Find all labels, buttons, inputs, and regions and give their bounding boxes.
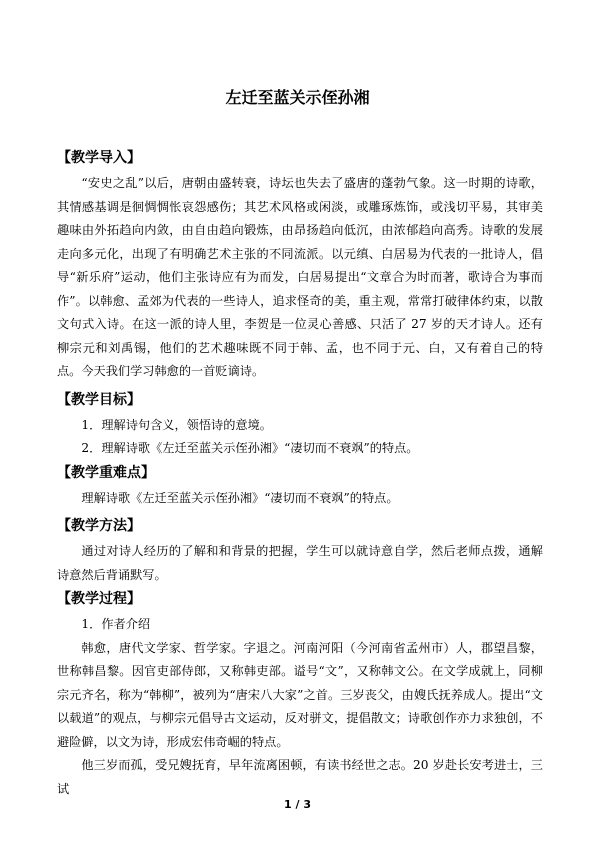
document-title: 左迁至蓝关示侄孙湘 bbox=[225, 88, 370, 107]
goal-item: 1．理解诗句含义，领悟诗的意境。 bbox=[81, 417, 272, 432]
intro-paragraph: “安史之乱”以后，唐朝由盛转衰，诗坛也失去了盛唐的蓬勃气象。这一时期的诗歌，其情感基调是徊惆惆怅哀怨感伤；其艺术风格或闲淡，或雕琢炼饰，或浅切平易，其审美趣味由外拓趋向内敛，由自由趋向锻炼，由昂扬趋向低沉，由浓郁趋向高秀。诗歌的发展走向多元化，出现了有明确艺术主张的不同流派。以元缜、白居易为代表的一批诗人，倡导“新乐府”运动，他们主张诗应有为而发，白居易提出“文章合为时而著，歌诗合为事而作”。以韩愈、孟郊为代表的一些诗人，追求怪奇的美，重主观，常常打破律体约束，以散文句式入诗。在这一派的诗人里，李贺是一位灵心善感、只活了 27 岁的天才诗人。还有柳宗元和刘禹锡，他们的艺术趣味既不同于韩、孟，也不同于元、白，又有着自己的特点。今天我们学习韩愈的一首贬谪诗。 bbox=[57, 176, 543, 378]
section-heading-intro: 【教学导入】 bbox=[57, 150, 141, 166]
section-heading-key-points: 【教学重难点】 bbox=[57, 464, 155, 481]
goals-list bbox=[57, 414, 543, 461]
author-paragraph-continued: 他三岁而孤，受兄嫂抚育，早年流离困顿，有读书经世之志。20 岁赴长安考进士，三试 bbox=[57, 758, 543, 796]
section-heading-goals: 【教学目标】 bbox=[57, 391, 141, 408]
author-paragraph: 韩愈，唐代文学家、哲学家。字退之。河南河阳（今河南省孟州市）人，郡望昌黎，世称韩昌黎。因官吏部侍郎，又称韩吏部。谥号“文”，又称韩文公。在文学成就上，同柳宗元齐名，称为“韩柳”，被列为“唐宋八大家”之首。三岁丧父，由嫂氏抚养成人。提出“文以载道”的观点，与柳宗元倡导古文运动，反对骈文，提倡散文；诗歌创作亦力求独创，不避险僻，以文为诗，形成宏伟奇崛的特点。 bbox=[57, 640, 543, 749]
document-body bbox=[57, 146, 543, 801]
key-points-paragraph: 理解诗歌《左迁至蓝关示侄孙湘》“凄切而不衰飒”的特点。 bbox=[81, 490, 399, 505]
goal-item: 2．理解诗歌《左迁至蓝关示侄孙湘》“凄切而不衰飒”的特点。 bbox=[81, 441, 419, 455]
section-heading-method: 【教学方法】 bbox=[57, 518, 141, 534]
process-subheading: 1．作者介绍 bbox=[81, 617, 151, 631]
section-heading-process: 【教学过程】 bbox=[57, 591, 141, 607]
method-paragraph: 通过对诗人经历的了解和和背景的把握，学生可以就诗意自学，然后老师点拨，通解诗意然后背诵默写。 bbox=[57, 544, 543, 582]
page-number: 1 / 3 bbox=[284, 798, 311, 811]
